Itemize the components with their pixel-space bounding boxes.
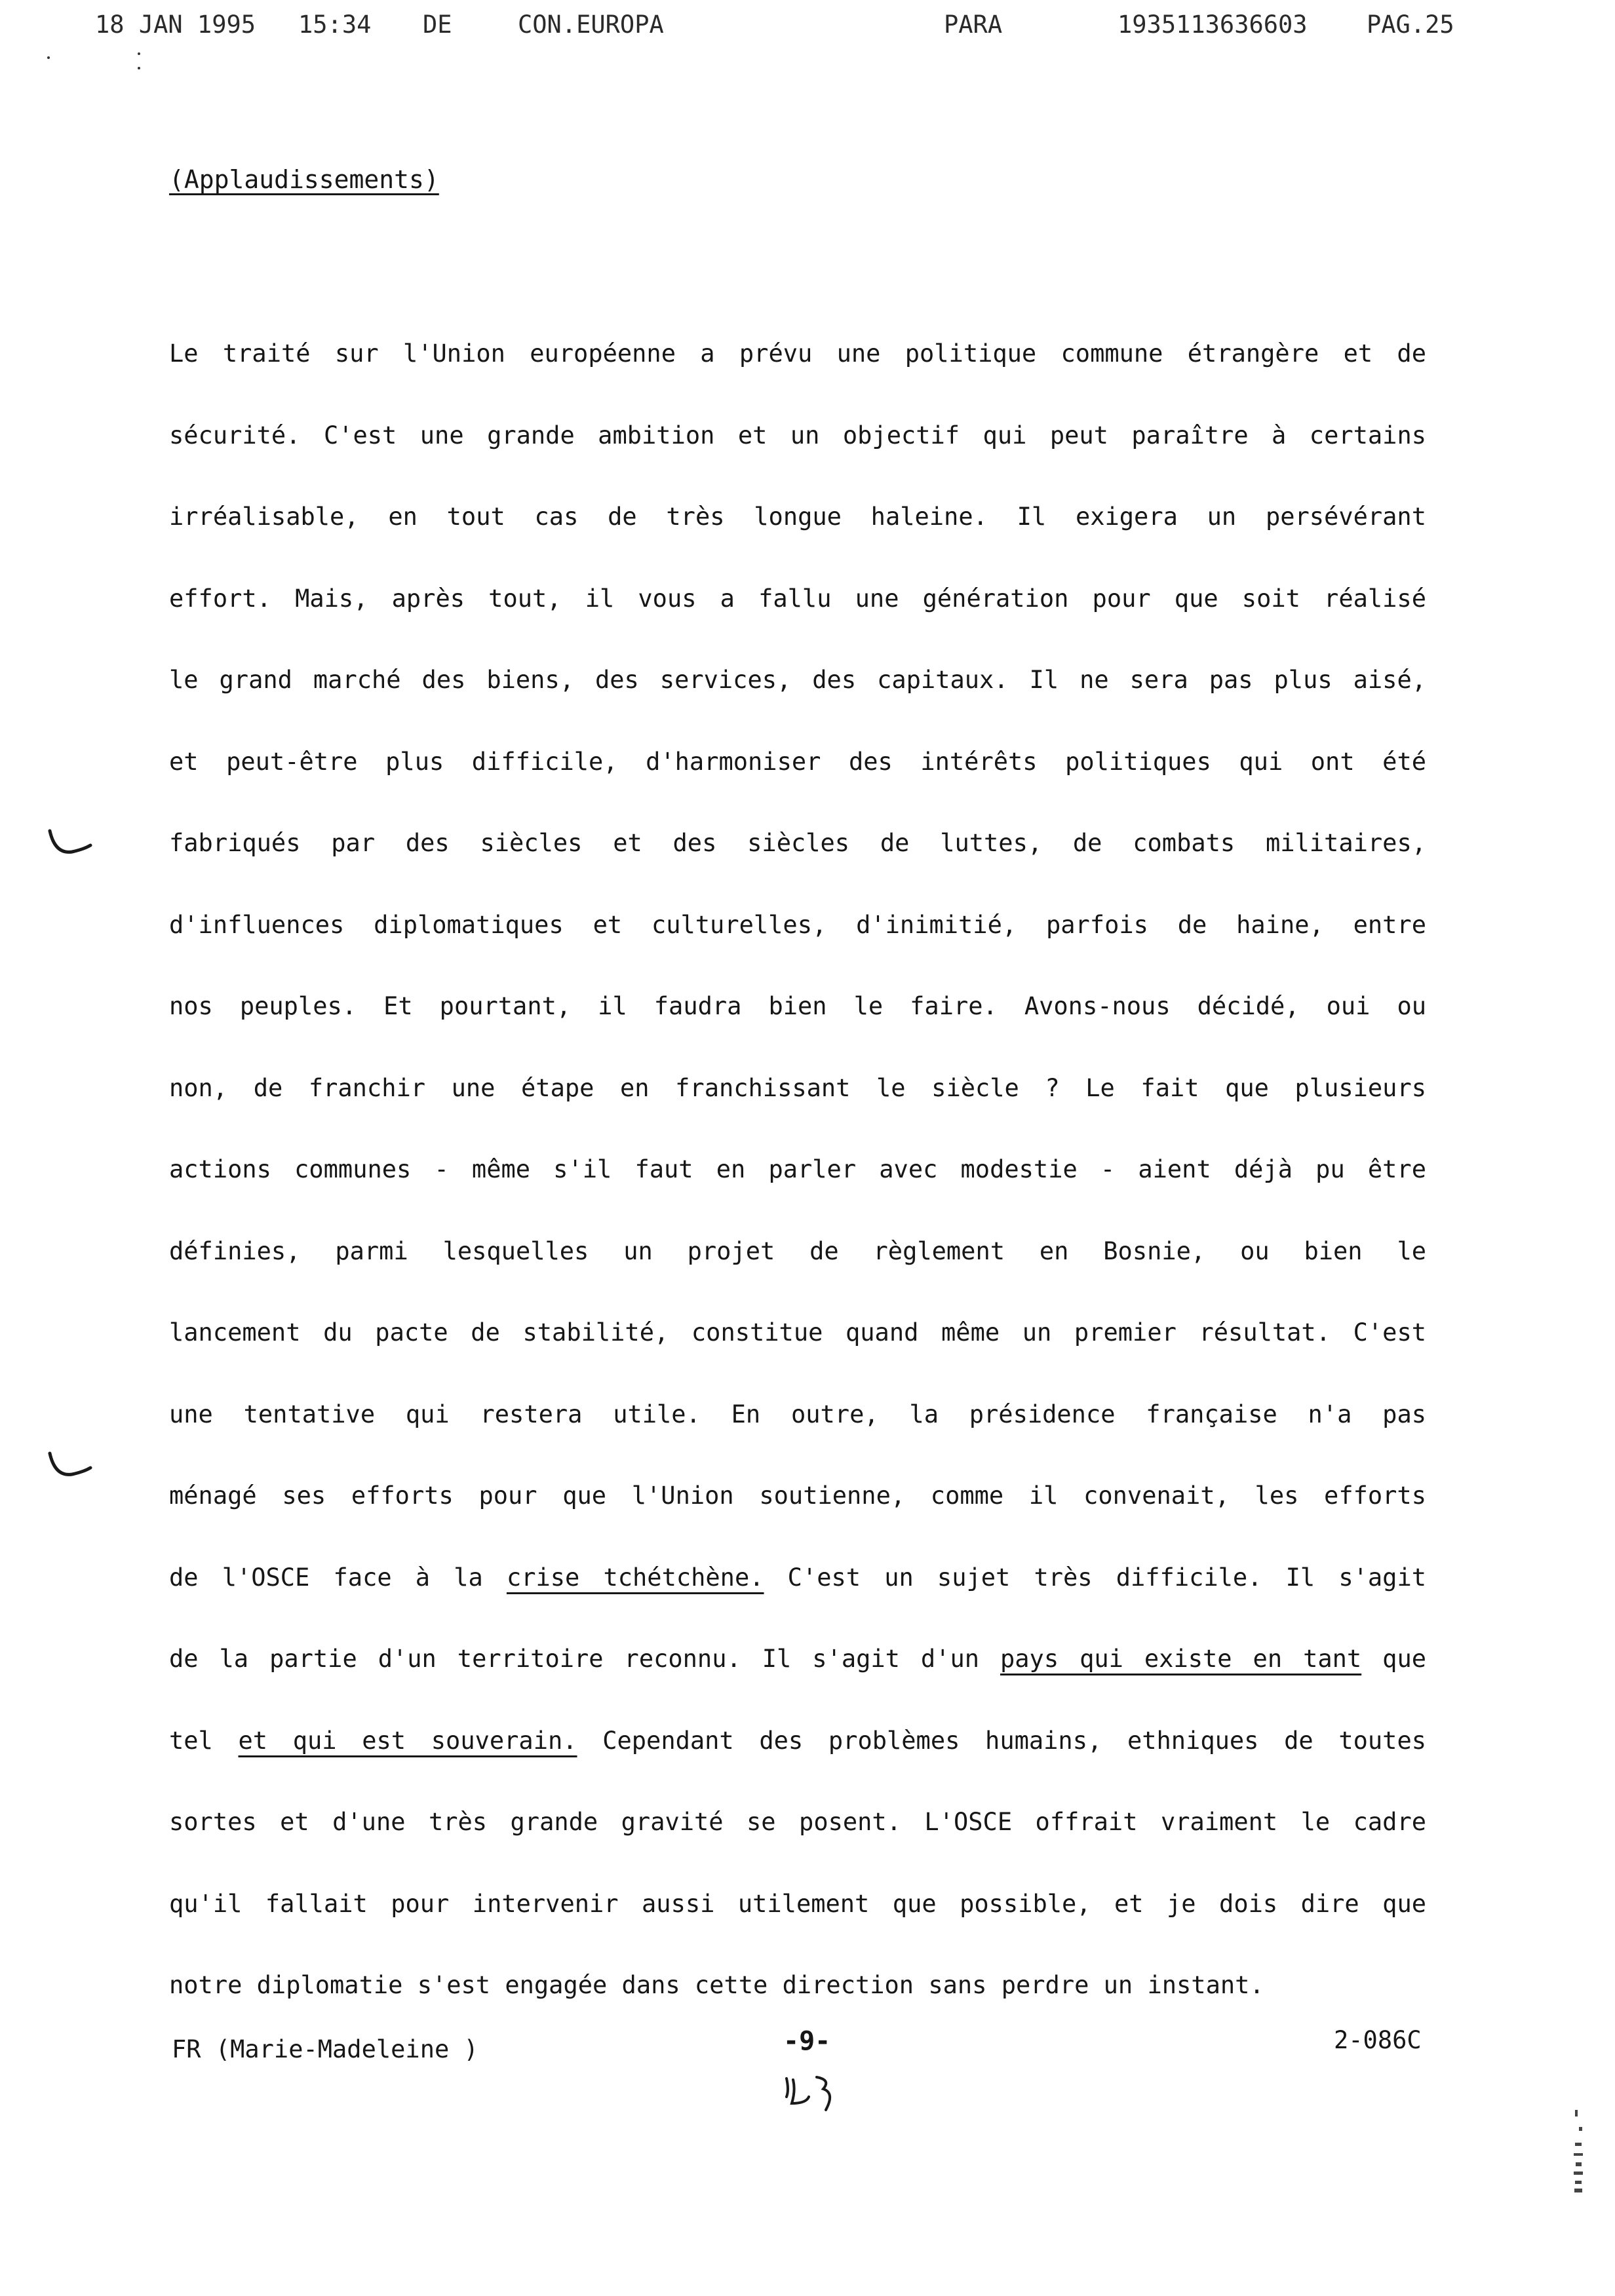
text-line: définies, parmi lesquelles un projet de règlement en Bosnie, ou bien le [169,1236,1426,1265]
text-line: fabriqués par des siècles et des siècles de luttes, de combats militaires, [169,829,1426,857]
fax-number: 1935113636603 [1118,10,1308,39]
footer-author: FR (Marie-Madeleine ) [172,2035,478,2063]
fax-from: CON.EUROPA [518,10,664,39]
fax-page: PAG.25 [1367,10,1454,39]
text-line: tel et qui est souverain. Cependant des problèmes humains, ethniques de toutes [169,1726,1426,1755]
text-line: Le traité sur l'Union européenne a prévu une politique commune étrangère et de [169,339,1426,368]
text-line: une tentative qui restera utile. En outre, la présidence française n'a pas [169,1400,1426,1428]
handwritten-underline: pays qui existe en tant [1000,1645,1362,1673]
body-paragraph [169,313,1426,2027]
scan-speck [138,67,140,69]
text-line: sortes et d'une très grande gravité se posent. L'OSCE offrait vraiment le cadre [169,1808,1426,1836]
fax-to-label: PARA [944,10,1003,39]
text-line: de l'OSCE face à la crise tchétchène. C'est un sujet très difficile. Il s'agit [169,1563,1426,1592]
footer-document-code: 2-086C [1334,2026,1422,2054]
text-line: ménagé ses efforts pour que l'Union soutienne, comme il convenait, les efforts [169,1482,1426,1510]
text-line: effort. Mais, après tout, il vous a fallu une génération pour que soit réalisé [169,584,1426,613]
handwritten-underline: crise tchétchène. [506,1563,764,1592]
fax-date: 18 JAN 1995 [95,10,256,39]
text-line: nos peuples. Et pourtant, il faudra bien le faire. Avons-nous décidé, oui ou [169,992,1426,1020]
text-line: actions communes - même s'il faut en parler avec modestie - aient déjà pu être [169,1155,1426,1183]
fax-header [0,4,1615,43]
text-line: d'influences diplomatiques et culturelles, d'inimitié, parfois de haine, entre [169,910,1426,939]
text-line: sécurité. C'est une grande ambition et un objectif qui peut paraître à certains [169,421,1426,450]
fax-from-label: DE [423,10,452,39]
stamp-marks-icon [1570,2103,1589,2215]
text-line: de la partie d'un territoire reconnu. Il s'agit d'un pays qui existe en tant que [169,1645,1426,1673]
text-line: qu'il fallait pour intervenir aussi utilement que possible, et je dois dire que [169,1889,1426,1918]
handwritten-scribble-icon [780,2071,852,2123]
scan-speck [47,56,50,59]
text-line: non, de franchir une étape en franchissant le siècle ? Le fait que plusieurs [169,1073,1426,1102]
text-line: notre diplomatie s'est engagée dans cette direction sans perdre un instant. [169,1971,1264,1999]
margin-checkmark-icon [46,1448,98,1487]
text-line: lancement du pacte de stabilité, constitue quand même un premier résultat. C'est [169,1318,1426,1347]
margin-checkmark-icon [46,826,98,865]
footer-page-number: -9- [783,2026,831,2056]
text-line: irréalisable, en tout cas de très longue haleine. Il exigera un persévérant [169,503,1426,531]
heading-applause: (Applaudissements) [169,165,439,194]
handwritten-underline: et qui est souverain. [238,1726,577,1755]
text-line: le grand marché des biens, des services, des capitaux. Il ne sera pas plus aisé, [169,666,1426,694]
scan-speck [138,52,140,55]
text-line: et peut-être plus difficile, d'harmoniser des intérêts politiques qui ont été [169,747,1426,776]
fax-time: 15:34 [298,10,372,39]
